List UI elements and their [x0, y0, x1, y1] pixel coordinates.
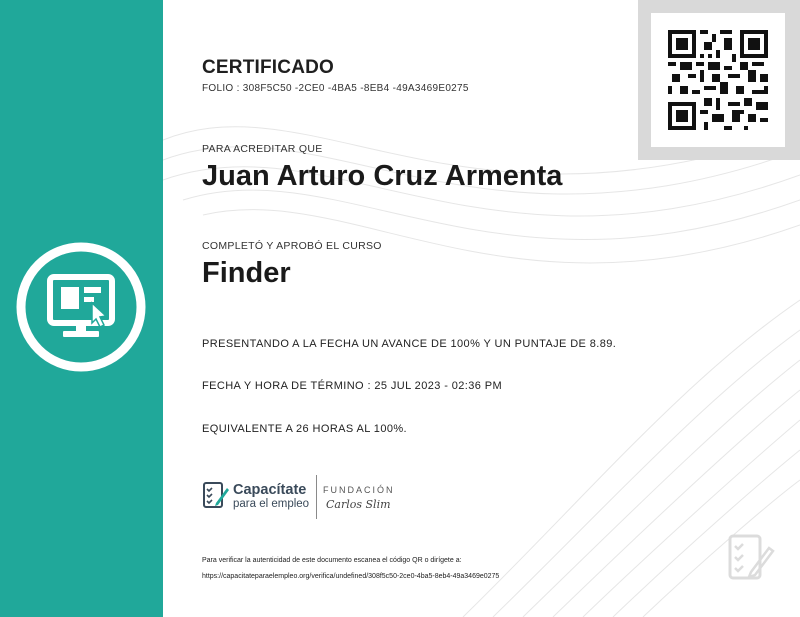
checklist-pencil-icon [202, 479, 230, 511]
course-name: Finder [202, 257, 291, 289]
branding-logos [202, 475, 442, 520]
sidebar [0, 0, 163, 617]
hours-line: EQUIVALENTE A 26 HORAS AL 100%. [202, 423, 407, 435]
foundation-signature: Carlos Slim [326, 498, 391, 511]
folio-number: FOLIO : 308F5C50 -2CE0 -4BA5 -8EB4 -49A3469E0275 [202, 83, 469, 94]
certificate-title: CERTIFICADO [202, 57, 335, 78]
recipient-name: Juan Arturo Cruz Armenta [202, 160, 563, 192]
qr-code-icon [668, 30, 768, 130]
logo-main-text: Capacítate [233, 482, 307, 498]
logo-sub-text: para el empleo [233, 498, 310, 510]
qr-code-box [651, 13, 785, 147]
end-date-line: FECHA Y HORA DE TÉRMINO : 25 JUL 2023 - 02:36 PM [202, 380, 503, 392]
qr-panel [638, 0, 800, 160]
logo-divider [316, 475, 317, 519]
completed-label: COMPLETÓ Y APROBÓ EL CURSO [202, 240, 382, 252]
verification-instructions: Para verificar la autenticidad de este documento escanea el código QR o dirígete a: [202, 557, 462, 564]
progress-line: PRESENTANDO A LA FECHA UN AVANCE DE 100% Y UN PUNTAJE DE 8.89. [202, 338, 617, 350]
computer-monitor-icon [14, 240, 148, 374]
accredit-label: PARA ACREDITAR QUE [202, 143, 323, 155]
verification-url[interactable]: https://capacitateparaelempleo.org/verifica/undefined/308f5c50-2ce0-4ba5-8eb4-49a3469e0275 [202, 573, 500, 580]
checklist-pencil-icon [727, 530, 775, 586]
foundation-label: FUNDACIÓN [323, 485, 395, 495]
